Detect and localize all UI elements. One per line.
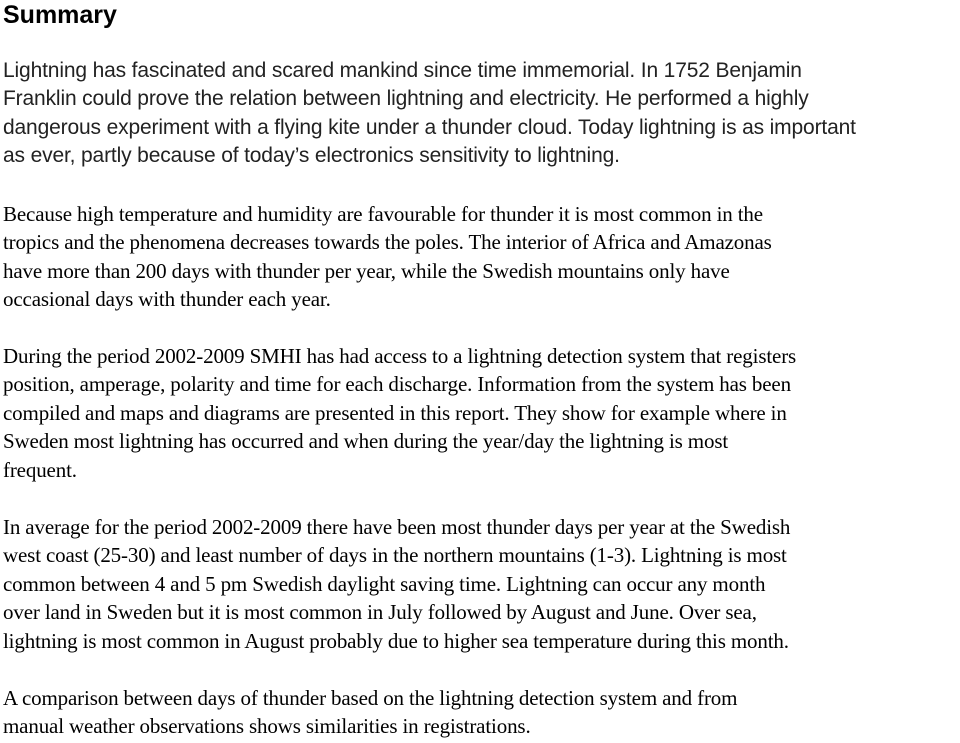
section-heading: Summary xyxy=(3,1,117,29)
paragraph-line: west coast (25-30) and least number of days in the northern mountains (1-3). Lightning is most xyxy=(3,543,787,568)
paragraph-line: During the period 2002-2009 SMHI has had access to a lightning detection system that registers xyxy=(3,344,797,368)
paragraph-line: common between 4 and 5 pm Swedish daylight saving time. Lightning can occur any month xyxy=(3,571,766,596)
paragraph-detection-system xyxy=(3,342,796,484)
paragraph-statistics xyxy=(3,513,790,655)
paragraph-line: Franklin could prove the relation between lightning and electricity. He performed a highly xyxy=(3,87,809,111)
paragraph-line: have more than 200 days with thunder per year, while the Swedish mountains only have xyxy=(3,258,730,283)
paragraph-line: tropics and the phenomena decreases towards the poles. The interior of Africa and Amazonas xyxy=(3,230,772,255)
paragraph-line: In average for the period 2002-2009 there have been most thunder days per year at the Swedish xyxy=(3,515,791,539)
paragraph-line: A comparison between days of thunder based on the lightning detection system and from xyxy=(3,686,738,710)
paragraph-line: occasional days with thunder each year. xyxy=(3,287,331,312)
paragraph-line: Sweden most lightning has occurred and when during the year/day the lightning is most xyxy=(3,429,729,454)
paragraph-line: frequent. xyxy=(3,457,77,482)
paragraph-comparison xyxy=(3,684,737,741)
paragraph-climate xyxy=(3,200,772,314)
paragraph-line: compiled and maps and diagrams are presented in this report. They show for example where in xyxy=(3,400,787,425)
paragraph-line: manual weather observations shows similarities in registrations. xyxy=(3,714,531,739)
document-page xyxy=(3,0,958,739)
paragraph-intro xyxy=(3,57,856,171)
paragraph-line: as ever, partly because of today’s electronics sensitivity to lightning. xyxy=(3,144,620,168)
paragraph-line: Because high temperature and humidity are favourable for thunder it is most common in the xyxy=(3,202,763,226)
paragraph-line: position, amperage, polarity and time for each discharge. Information from the system has been xyxy=(3,372,791,397)
paragraph-line: lightning is most common in August probably due to higher sea temperature during this month. xyxy=(3,628,789,653)
paragraph-line: over land in Sweden but it is most common in July followed by August and June. Over sea, xyxy=(3,600,757,625)
paragraph-line: dangerous experiment with a flying kite under a thunder cloud. Today lightning is as important xyxy=(3,115,856,139)
paragraph-line: Lightning has fascinated and scared mankind since time immemorial. In 1752 Benjamin xyxy=(3,59,802,82)
